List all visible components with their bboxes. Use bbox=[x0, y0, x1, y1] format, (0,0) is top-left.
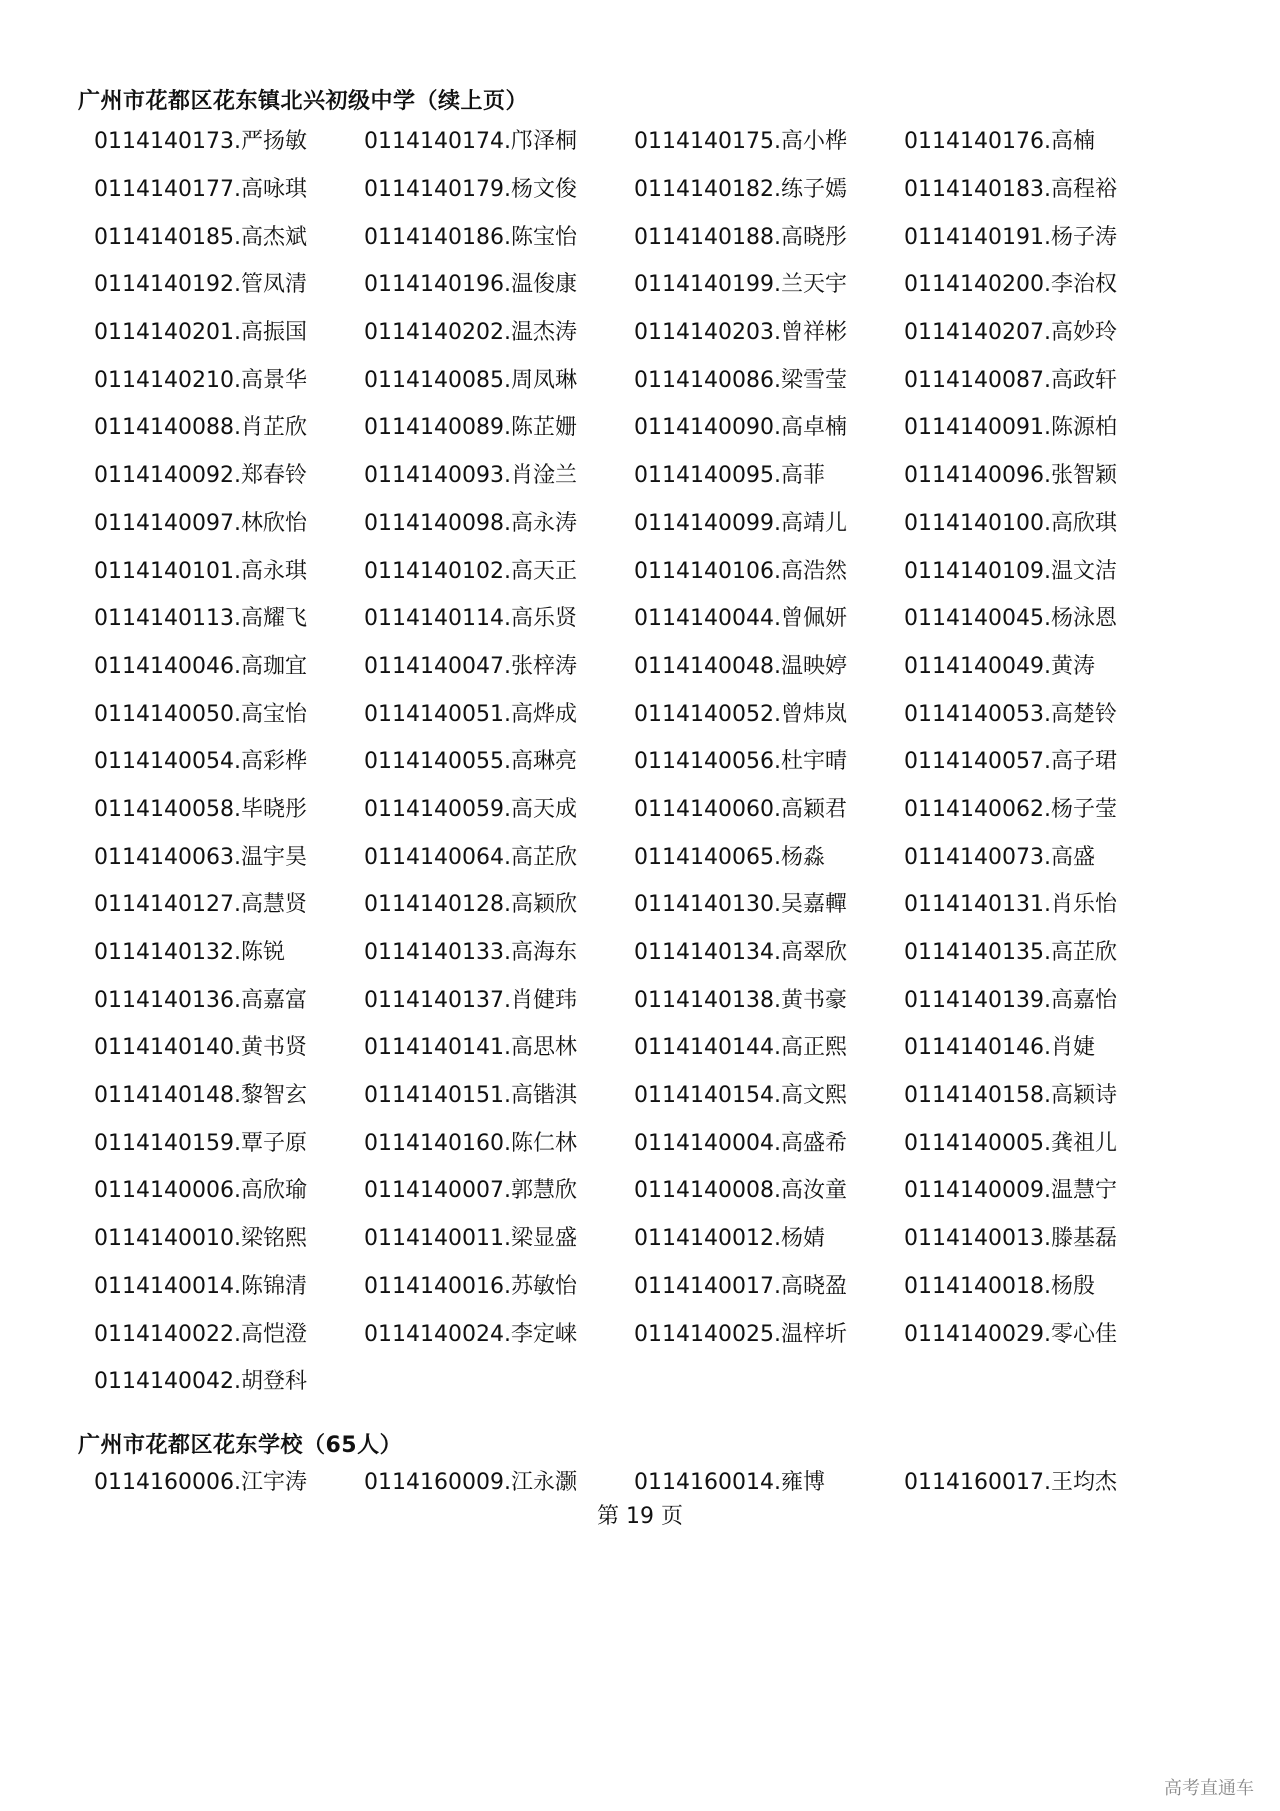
student-entry: 0114140183.高程裕 bbox=[904, 177, 1117, 203]
entry-row bbox=[94, 1022, 1194, 1070]
student-entry: 0114140052.曾炜岚 bbox=[634, 701, 847, 727]
student-entry: 0114140132.陈锐 bbox=[94, 940, 285, 966]
entry-row bbox=[94, 736, 1194, 784]
student-entry: 0114140022.高恺澄 bbox=[94, 1321, 307, 1347]
page-number: 第 19 页 bbox=[597, 1504, 683, 1529]
student-entry: 0114140056.杜宇晴 bbox=[634, 749, 847, 775]
student-entry: 0114140064.高芷欣 bbox=[364, 844, 577, 870]
student-entry: 0114140099.高靖儿 bbox=[634, 510, 847, 536]
entry-row bbox=[94, 498, 1194, 546]
student-entry: 0114140097.林欣怡 bbox=[94, 510, 307, 536]
entry-row bbox=[94, 1457, 1194, 1505]
entry-row bbox=[94, 974, 1194, 1022]
student-entry: 0114140025.温梓圻 bbox=[634, 1321, 847, 1347]
student-entry: 0114140073.高盛 bbox=[904, 844, 1095, 870]
student-entry: 0114140098.高永涛 bbox=[364, 510, 577, 536]
entry-row bbox=[94, 450, 1194, 498]
student-entry: 0114140203.曾祥彬 bbox=[634, 320, 847, 346]
student-entry: 0114160017.王均杰 bbox=[904, 1470, 1117, 1496]
entry-row bbox=[94, 784, 1194, 832]
student-entry: 0114140014.陈锦清 bbox=[94, 1273, 307, 1299]
student-entry: 0114140154.高文熙 bbox=[634, 1083, 847, 1109]
student-entry: 0114140063.温宇昊 bbox=[94, 844, 307, 870]
entry-row bbox=[94, 354, 1194, 402]
student-entry: 0114140024.李定崃 bbox=[364, 1321, 577, 1347]
student-entry: 0114140202.温杰涛 bbox=[364, 320, 577, 346]
student-entry: 0114140138.黄书豪 bbox=[634, 987, 847, 1013]
entry-row bbox=[94, 211, 1194, 259]
student-entry: 0114140127.高慧贤 bbox=[94, 892, 307, 918]
section-title-beixing: 广州市花都区花东镇北兴初级中学（续上页） bbox=[78, 89, 529, 114]
entry-row bbox=[94, 688, 1194, 736]
student-entry: 0114160009.江永灏 bbox=[364, 1470, 577, 1496]
student-entry: 0114140044.曾佩妍 bbox=[634, 606, 847, 632]
student-entry: 0114140128.高颖欣 bbox=[364, 892, 577, 918]
entry-row bbox=[94, 593, 1194, 641]
student-entry: 0114140207.高妙玲 bbox=[904, 320, 1117, 346]
student-entry: 0114140109.温文洁 bbox=[904, 558, 1117, 584]
watermark: 高考直通车 bbox=[1164, 1778, 1254, 1799]
entry-row bbox=[94, 1356, 1194, 1404]
student-entry: 0114140011.梁显盛 bbox=[364, 1226, 577, 1252]
entry-row bbox=[94, 1261, 1194, 1309]
student-entry: 0114140177.高咏琪 bbox=[94, 177, 307, 203]
section-title-huadong: 广州市花都区花东学校（65人） bbox=[78, 1433, 403, 1458]
entry-row bbox=[94, 164, 1194, 212]
student-entry: 0114140200.李治权 bbox=[904, 272, 1117, 298]
student-entry: 0114140045.杨泳恩 bbox=[904, 606, 1117, 632]
student-entry: 0114160006.江宇涛 bbox=[94, 1470, 307, 1496]
student-entry: 0114140134.高翠欣 bbox=[634, 940, 847, 966]
student-entry: 0114140046.高珈宜 bbox=[94, 653, 307, 679]
student-entry: 0114140113.高耀飞 bbox=[94, 606, 307, 632]
student-entry: 0114140091.陈源柏 bbox=[904, 415, 1117, 441]
student-entry: 0114140065.杨淼 bbox=[634, 844, 825, 870]
student-entry: 0114140004.高盛希 bbox=[634, 1130, 847, 1156]
student-entry: 0114140049.黄涛 bbox=[904, 653, 1095, 679]
student-entry: 0114140179.杨文俊 bbox=[364, 177, 577, 203]
student-entry: 0114140106.高浩然 bbox=[634, 558, 847, 584]
student-entry: 0114140095.高菲 bbox=[634, 463, 825, 489]
student-entry: 0114140186.陈宝怡 bbox=[364, 224, 577, 250]
student-entry: 0114140159.覃子原 bbox=[94, 1130, 307, 1156]
student-entry: 0114140151.高锴淇 bbox=[364, 1083, 577, 1109]
student-entry: 0114140135.高芷欣 bbox=[904, 940, 1117, 966]
student-entry: 0114140053.高楚铃 bbox=[904, 701, 1117, 727]
student-entry: 0114140188.高晓彤 bbox=[634, 224, 847, 250]
student-entry: 0114140173.严扬敏 bbox=[94, 129, 307, 155]
entry-row bbox=[94, 1117, 1194, 1165]
student-entry: 0114140175.高小桦 bbox=[634, 129, 847, 155]
student-entry: 0114140047.张梓涛 bbox=[364, 653, 577, 679]
entry-row bbox=[94, 545, 1194, 593]
student-entry: 0114140114.高乐贤 bbox=[364, 606, 577, 632]
student-entry: 0114140210.高景华 bbox=[94, 367, 307, 393]
student-entry: 0114140086.梁雪莹 bbox=[634, 367, 847, 393]
student-entry: 0114140005.龚祖儿 bbox=[904, 1130, 1117, 1156]
student-entry: 0114140137.肖健玮 bbox=[364, 987, 577, 1013]
student-entry: 0114140176.高楠 bbox=[904, 129, 1095, 155]
entry-row bbox=[94, 402, 1194, 450]
student-entry: 0114140048.温映婷 bbox=[634, 653, 847, 679]
student-entry: 0114140018.杨殷 bbox=[904, 1273, 1095, 1299]
student-entry: 0114140062.杨子莹 bbox=[904, 796, 1117, 822]
student-entry: 0114140009.温慧宁 bbox=[904, 1178, 1117, 1204]
student-entry: 0114140013.滕基磊 bbox=[904, 1226, 1117, 1252]
student-entry: 0114140055.高琳亮 bbox=[364, 749, 577, 775]
entry-row bbox=[94, 1070, 1194, 1118]
student-entry: 0114140182.练子嫣 bbox=[634, 177, 847, 203]
student-entry: 0114140006.高欣瑜 bbox=[94, 1178, 307, 1204]
entry-row bbox=[94, 927, 1194, 975]
student-entry: 0114140092.郑春铃 bbox=[94, 463, 307, 489]
student-entry: 0114140148.黎智玄 bbox=[94, 1083, 307, 1109]
student-entry: 0114140012.杨婧 bbox=[634, 1226, 825, 1252]
student-entry: 0114140029.零心佳 bbox=[904, 1321, 1117, 1347]
student-entry: 0114140192.管凤清 bbox=[94, 272, 307, 298]
student-entry: 0114140060.高颖君 bbox=[634, 796, 847, 822]
student-entry: 0114140201.高振国 bbox=[94, 320, 307, 346]
student-entry: 0114140174.邝泽桐 bbox=[364, 129, 577, 155]
student-entry: 0114140042.胡登科 bbox=[94, 1369, 307, 1395]
student-entry: 0114140199.兰天宇 bbox=[634, 272, 847, 298]
student-entry: 0114140087.高政轩 bbox=[904, 367, 1117, 393]
student-entry: 0114140144.高正熙 bbox=[634, 1035, 847, 1061]
entry-grid-huadong bbox=[94, 1457, 1194, 1505]
student-entry: 0114140085.周凤琳 bbox=[364, 367, 577, 393]
student-entry: 0114160014.雍博 bbox=[634, 1470, 825, 1496]
entry-row bbox=[94, 1213, 1194, 1261]
student-entry: 0114140093.肖淦兰 bbox=[364, 463, 577, 489]
student-entry: 0114140160.陈仁林 bbox=[364, 1130, 577, 1156]
student-entry: 0114140139.高嘉怡 bbox=[904, 987, 1117, 1013]
entry-row bbox=[94, 116, 1194, 164]
student-entry: 0114140101.高永琪 bbox=[94, 558, 307, 584]
student-entry: 0114140007.郭慧欣 bbox=[364, 1178, 577, 1204]
entry-row bbox=[94, 879, 1194, 927]
student-entry: 0114140057.高子珺 bbox=[904, 749, 1117, 775]
student-entry: 0114140102.高天正 bbox=[364, 558, 577, 584]
student-entry: 0114140130.吴嘉䡲 bbox=[634, 892, 847, 918]
student-entry: 0114140100.高欣琪 bbox=[904, 510, 1117, 536]
student-entry: 0114140196.温俊康 bbox=[364, 272, 577, 298]
student-entry: 0114140050.高宝怡 bbox=[94, 701, 307, 727]
student-entry: 0114140185.高杰斌 bbox=[94, 224, 307, 250]
entry-row bbox=[94, 307, 1194, 355]
student-entry: 0114140058.毕晓彤 bbox=[94, 796, 307, 822]
student-entry: 0114140158.高颖诗 bbox=[904, 1083, 1117, 1109]
student-entry: 0114140133.高海东 bbox=[364, 940, 577, 966]
entry-row bbox=[94, 259, 1194, 307]
entry-row bbox=[94, 641, 1194, 689]
student-entry: 0114140016.苏敏怡 bbox=[364, 1273, 577, 1299]
student-entry: 0114140096.张智颖 bbox=[904, 463, 1117, 489]
entry-grid-beixing bbox=[94, 116, 1194, 1404]
student-entry: 0114140010.梁铭熙 bbox=[94, 1226, 307, 1252]
student-entry: 0114140191.杨子涛 bbox=[904, 224, 1117, 250]
entry-row bbox=[94, 831, 1194, 879]
student-entry: 0114140051.高烨成 bbox=[364, 701, 577, 727]
student-entry: 0114140141.高思林 bbox=[364, 1035, 577, 1061]
student-entry: 0114140131.肖乐怡 bbox=[904, 892, 1117, 918]
student-entry: 0114140146.肖婕 bbox=[904, 1035, 1095, 1061]
entry-row bbox=[94, 1308, 1194, 1356]
student-entry: 0114140054.高彩桦 bbox=[94, 749, 307, 775]
student-entry: 0114140089.陈芷姗 bbox=[364, 415, 577, 441]
student-entry: 0114140017.高晓盈 bbox=[634, 1273, 847, 1299]
entry-row bbox=[94, 1165, 1194, 1213]
student-entry: 0114140088.肖芷欣 bbox=[94, 415, 307, 441]
student-entry: 0114140090.高卓楠 bbox=[634, 415, 847, 441]
student-entry: 0114140140.黄书贤 bbox=[94, 1035, 307, 1061]
student-entry: 0114140059.高天成 bbox=[364, 796, 577, 822]
student-entry: 0114140136.高嘉富 bbox=[94, 987, 307, 1013]
student-entry: 0114140008.高汝童 bbox=[634, 1178, 847, 1204]
